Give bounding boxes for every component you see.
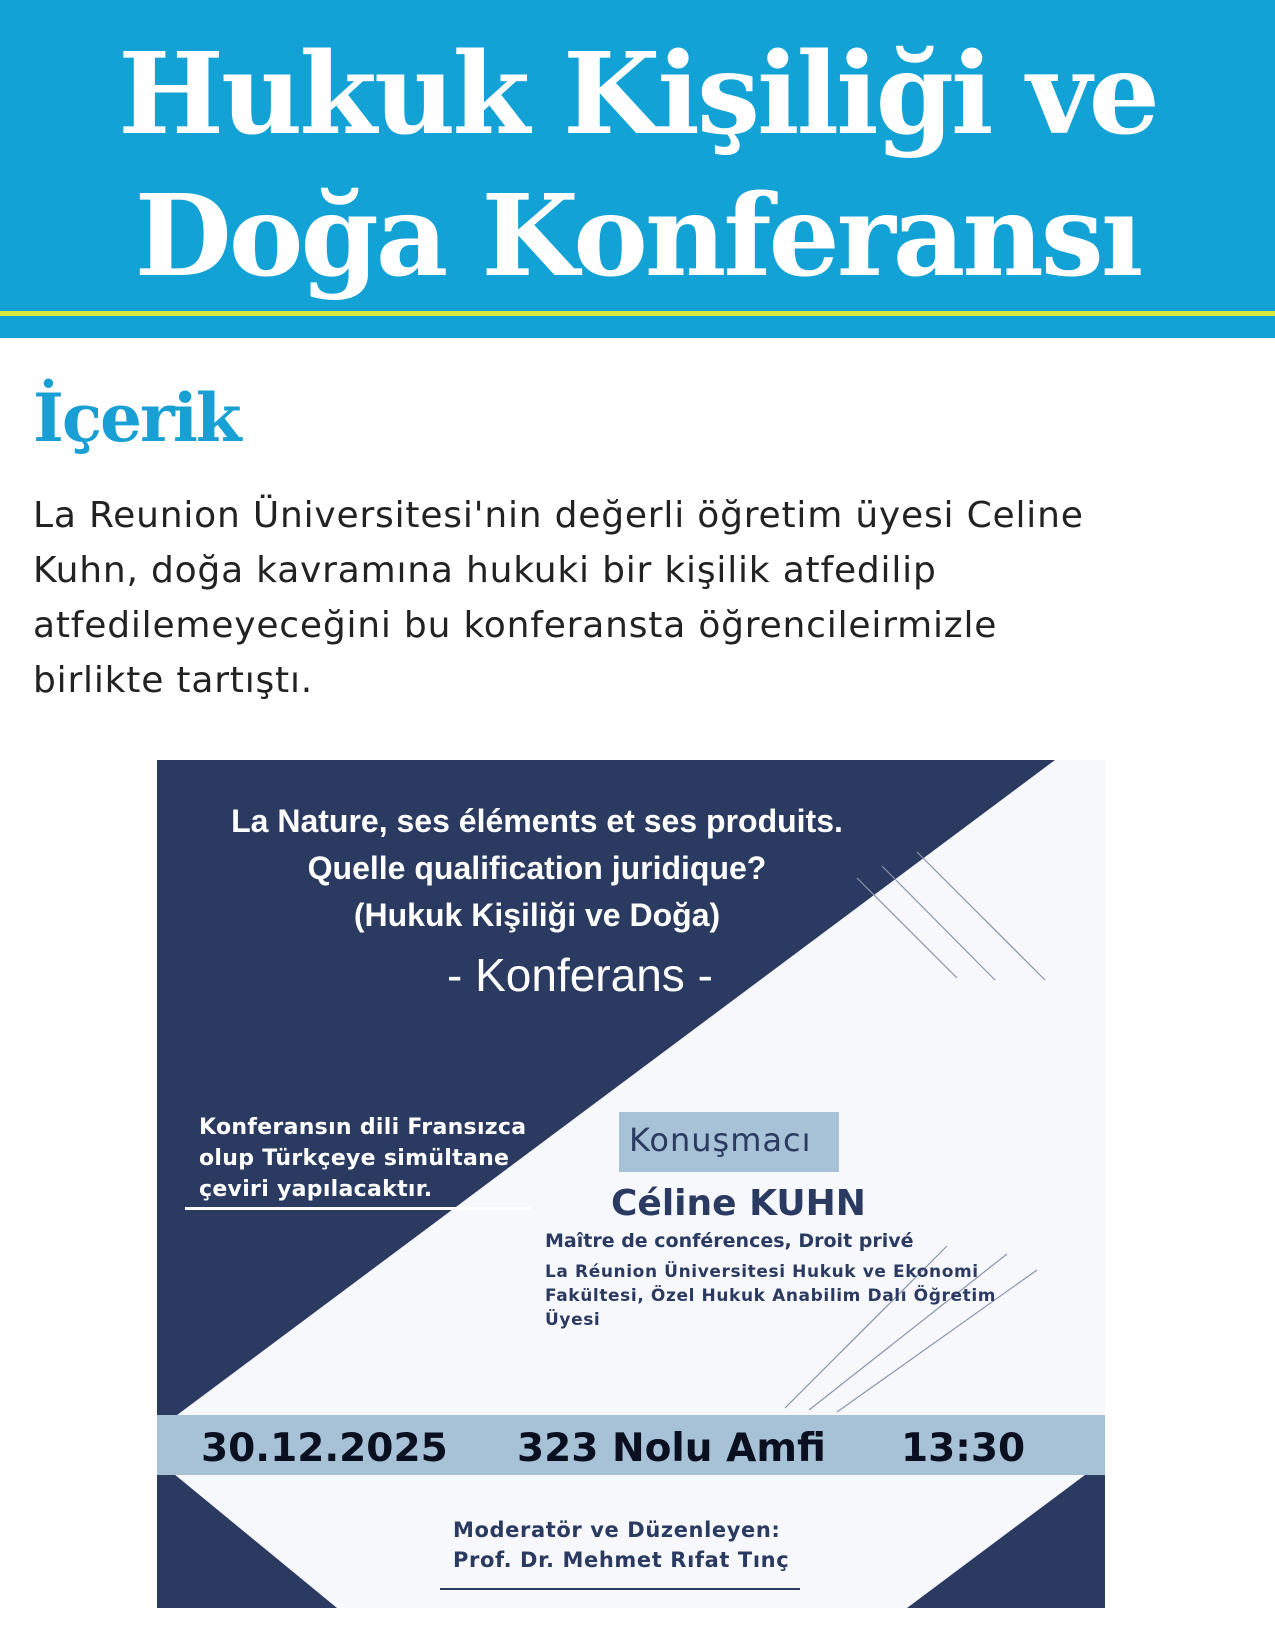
- conference-poster: [157, 760, 1105, 1608]
- section-heading: İçerik: [33, 379, 240, 457]
- section-body: [33, 488, 1233, 708]
- speaker-title: Maître de conférences, Droit privé: [545, 1230, 914, 1252]
- page-title-line-2: Doğa Konferansı: [134, 171, 1141, 302]
- page-title: [0, 24, 1275, 308]
- speaker-label: Konuşmacı: [629, 1121, 812, 1159]
- language-note-line-2: olup Türkçeye simültane: [199, 1146, 510, 1171]
- moderator-underline: [440, 1588, 800, 1590]
- header-banner: [0, 0, 1275, 311]
- speaker-affiliation-line-1: La Réunion Üniversitesi Hukuk ve Ekonomi: [545, 1262, 979, 1282]
- speaker-affiliation: [545, 1260, 996, 1332]
- speaker-name: Céline KUHN: [611, 1183, 866, 1224]
- poster-subtitle: - Konferans -: [447, 949, 713, 1001]
- header-bottom-band: [0, 316, 1275, 338]
- moderator-label: Moderatör ve Düzenleyen:: [453, 1518, 781, 1542]
- page-title-line-1: Hukuk Kişiliği ve: [118, 29, 1157, 160]
- body-line-4: birlikte tartıştı.: [33, 660, 314, 701]
- speaker-affiliation-line-3: Üyesi: [545, 1310, 601, 1330]
- moderator-name: Prof. Dr. Mehmet Rıfat Tınç: [453, 1548, 790, 1572]
- body-line-3: atfedilemeyeceğini bu konferansta öğrencileirmizle: [33, 605, 998, 646]
- event-date: 30.12.2025: [201, 1426, 448, 1471]
- event-time: 13:30: [901, 1426, 1026, 1471]
- poster-title-line-3: (Hukuk Kişiliği ve Doğa): [353, 897, 721, 933]
- speaker-affiliation-line-2: Fakültesi, Özel Hukuk Anabilim Dalı Öğretim: [545, 1286, 997, 1306]
- language-note-line-1: Konferansın dili Fransızca: [199, 1115, 527, 1140]
- body-line-1: La Reunion Üniversitesi'nin değerli öğretim üyesi Celine: [33, 495, 1084, 536]
- moderator-info: [453, 1515, 789, 1575]
- language-note: [199, 1112, 526, 1205]
- poster-title-line-1: La Nature, ses éléments et ses produits.: [231, 803, 843, 839]
- language-note-line-3: çeviri yapılacaktır.: [199, 1177, 433, 1202]
- body-line-2: Kuhn, doğa kavramına hukuki bir kişilik atfedilip: [33, 550, 937, 591]
- poster-title-line-2: Quelle qualification juridique?: [307, 850, 767, 886]
- poster-title: [157, 798, 917, 939]
- event-room: 323 Nolu Amfi: [517, 1426, 826, 1471]
- language-note-underline: [185, 1207, 531, 1210]
